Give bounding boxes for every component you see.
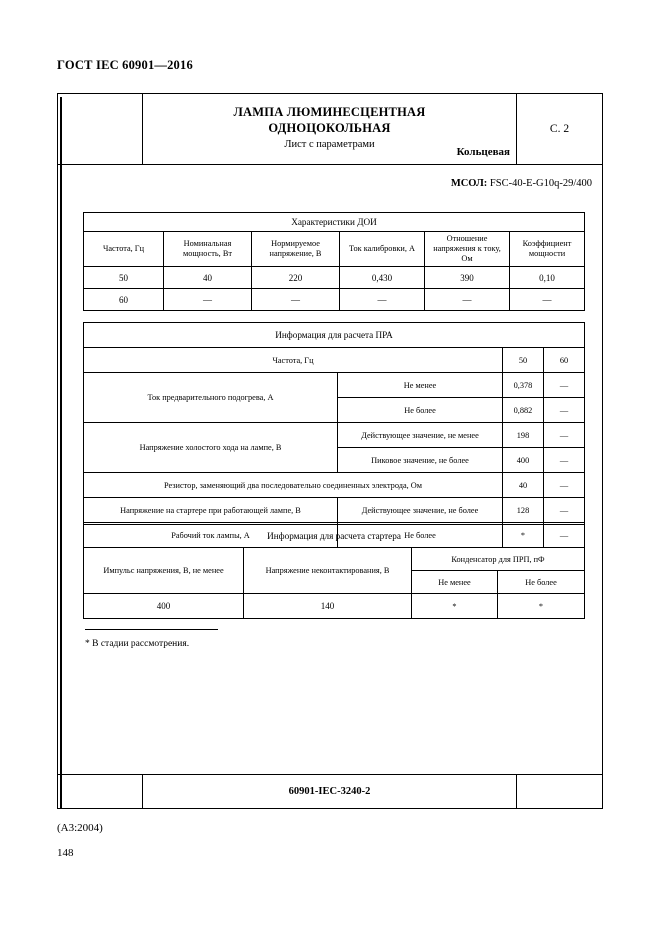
sheet-page-label: С. 2 <box>549 123 570 135</box>
table-row <box>84 289 585 311</box>
table-pra-label: Ток предварительного подогрева, А <box>84 373 338 423</box>
mcol-value: FSC-40-E-G10q-29/400 <box>489 178 592 189</box>
table-pra-label: Резистор, заменяющий два последовательно соединенных электрода, Ом <box>84 473 503 498</box>
table-row <box>84 548 585 571</box>
table-pra-cond: Действующее значение, не менее <box>338 423 503 448</box>
table-starter-header-max: Не более <box>498 571 585 594</box>
table-pra-value-60: — <box>544 398 585 423</box>
table-row <box>84 267 585 289</box>
table-starter-header-min: Не менее <box>412 571 498 594</box>
table-pra-cond: Не более <box>338 398 503 423</box>
table-starter-title: Информация для расчета стартера <box>84 525 585 548</box>
table-starter-value: 400 <box>84 594 244 619</box>
footnote-text: * В стадии рассмотрения. <box>85 639 190 649</box>
table-doi-header-cell: Номинальная мощность, Вт <box>164 232 252 267</box>
title-center-cell <box>143 94 516 164</box>
table-pra-value-50: 0,882 <box>503 398 544 423</box>
table-doi-cell: 220 <box>252 267 340 289</box>
table-starter-value: * <box>498 594 585 619</box>
table-doi-cell: 390 <box>425 267 510 289</box>
table-doi-cell: 0,430 <box>340 267 425 289</box>
sheet-title-band <box>58 94 602 165</box>
table-doi-cell: — <box>510 289 585 311</box>
table-starter-header-capacitor: Конденсатор для ПРП, пФ <box>412 548 585 571</box>
footer-right-cell <box>516 775 602 808</box>
table-starter <box>83 524 585 619</box>
table-pra-value-60: — <box>544 423 585 448</box>
table-row <box>84 348 585 373</box>
table-pra-value-50: 198 <box>503 423 544 448</box>
table-starter-header-noncontact: Напряжение неконтактирования, В <box>244 548 412 594</box>
lamp-title-line3: Лист с параметрами <box>284 139 375 150</box>
table-pra-value-50: 128 <box>503 498 544 523</box>
table-doi-cell: 60 <box>84 289 164 311</box>
lamp-title-line1: ЛАМПА ЛЮМИНЕСЦЕНТНАЯ <box>233 105 426 119</box>
frame-left-thick-rule <box>60 97 62 809</box>
table-starter-header-pulse: Импульс напряжения, В, не менее <box>84 548 244 594</box>
lamp-title-line2: ОДНОЦОКОЛЬНАЯ <box>268 121 391 135</box>
table-pra-cond: Пиковое значение, не более <box>338 448 503 473</box>
table-pra-label: Частота, Гц <box>84 348 503 373</box>
footer-code: 60901-IEC-3240-2 <box>288 786 371 797</box>
table-pra-title: Информация для расчета ПРА <box>84 323 585 348</box>
table-doi-header-cell: Нормируемое напряжение, В <box>252 232 340 267</box>
table-pra-value-50: 400 <box>503 448 544 473</box>
table-row <box>84 423 585 448</box>
title-left-cell <box>58 94 143 164</box>
table-pra-value-50: * <box>503 523 544 548</box>
table-doi-cell: — <box>425 289 510 311</box>
table-doi-header-cell: Коэффициент мощности <box>510 232 585 267</box>
table-pra-value-60: — <box>544 373 585 398</box>
table-starter-value: * <box>412 594 498 619</box>
table-doi-cell: 40 <box>164 267 252 289</box>
standard-header: ГОСТ IEC 60901—2016 <box>57 58 193 72</box>
table-doi-cell: 50 <box>84 267 164 289</box>
table-pra-value-60: — <box>544 498 585 523</box>
table-doi-cell: — <box>340 289 425 311</box>
footer-left-cell <box>58 775 143 808</box>
page-number: 148 <box>57 847 74 859</box>
lamp-shape-label: Кольцевая <box>456 146 510 158</box>
table-pra-label: Напряжение на стартере при работающей лампе, В <box>84 498 338 523</box>
table-pra <box>83 322 585 548</box>
table-pra-col-50: 50 <box>503 348 544 373</box>
table-doi-header-cell: Частота, Гц <box>84 232 164 267</box>
parameter-sheet-frame <box>57 93 603 809</box>
mcol-designation <box>451 178 592 189</box>
table-doi <box>83 212 585 311</box>
amendment-note: (A3:2004) <box>57 822 103 834</box>
table-pra-cond: Не более <box>338 523 503 548</box>
table-doi-cell: — <box>164 289 252 311</box>
table-pra-value-60: — <box>544 523 585 548</box>
title-right-cell <box>516 94 602 164</box>
table-doi-cell: — <box>252 289 340 311</box>
table-pra-value-50: 0,378 <box>503 373 544 398</box>
table-doi-cell: 0,10 <box>510 267 585 289</box>
sheet-footer-band <box>58 774 602 808</box>
table-row <box>84 473 585 498</box>
table-starter-value: 140 <box>244 594 412 619</box>
table-pra-col-60: 60 <box>544 348 585 373</box>
table-doi-header-cell: Ток калибровки, А <box>340 232 425 267</box>
table-pra-label: Рабочий ток лампы, А <box>84 523 338 548</box>
table-pra-cond: Действующее значение, не более <box>338 498 503 523</box>
table-pra-label: Напряжение холостого хода на лампе, В <box>84 423 338 473</box>
table-pra-value-60: — <box>544 473 585 498</box>
table-pra-value-60: — <box>544 448 585 473</box>
table-row <box>84 498 585 523</box>
table-row <box>84 594 585 619</box>
table-row <box>84 373 585 398</box>
table-pra-cond: Не менее <box>338 373 503 398</box>
table-doi-header-cell: Отношение напряжения к току, Ом <box>425 232 510 267</box>
table-doi-title: Характеристики ДОИ <box>84 213 585 232</box>
mcol-prefix: МСОЛ: <box>450 178 488 189</box>
table-pra-value-50: 40 <box>503 473 544 498</box>
footnote-rule <box>85 629 218 630</box>
